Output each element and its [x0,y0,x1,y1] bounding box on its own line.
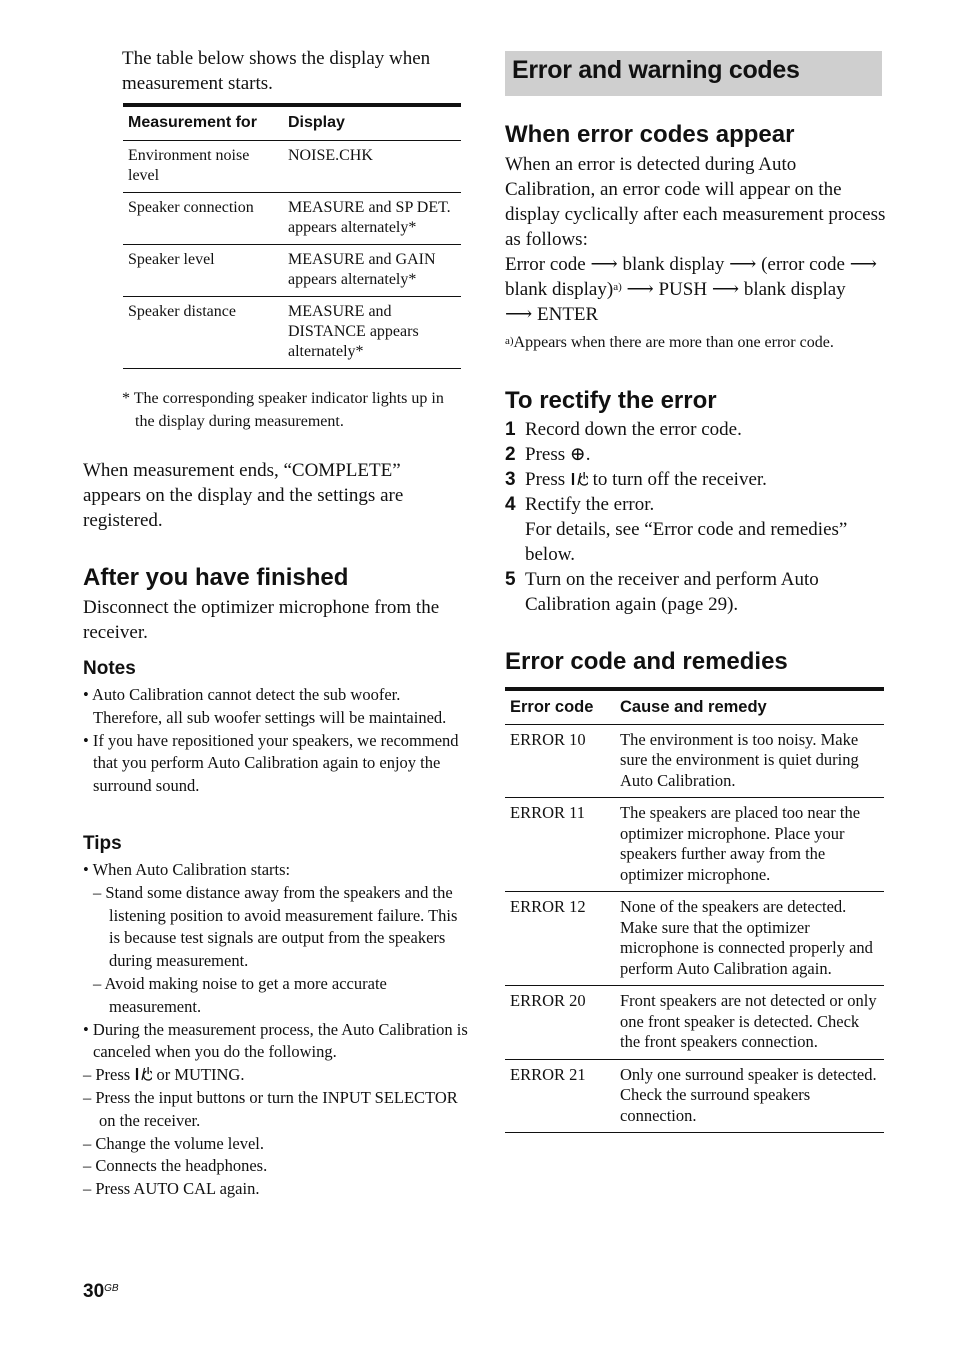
arrow-icon: ⟶ [849,254,877,275]
table-cell: NOISE.CHK [283,141,461,193]
tip-subitem: – Press AUTO CAL again. [83,1179,260,1199]
step-text: . [585,444,591,465]
power-icon [570,470,588,488]
table-cell: Speaker connection [123,193,283,245]
page-number [83,1281,119,1303]
tip-text: – Press [83,1065,135,1085]
step-text: Rectify the error. [525,494,655,515]
table-cell: MEASURE and SP DET. appears alternately* [283,193,461,245]
seq-text: blank display [739,279,846,300]
complete-paragraph: When measurement ends, “COMPLETE” appears on the display and the settings are registered. [83,460,404,531]
rectify-heading: To rectify the error [505,387,717,414]
step-number: 1 [505,419,516,440]
error-code-cell: ERROR 20 [505,986,615,1060]
table-row [123,141,461,193]
measurement-table [123,103,461,369]
error-code-cell: ERROR 10 [505,724,615,798]
when-error-text: When an error is detected during Auto Calibration, an error code will appear on the display cyclically after each measurement process as follows: [505,154,886,250]
step-number: 5 [505,569,516,590]
footnote-text: * The corresponding speaker indicator lights up in the display during measurement. [122,390,444,430]
table-row [123,297,461,369]
seq-text: blank display [617,254,730,275]
tip-subitem: – Change the volume level. [83,1133,264,1153]
note-item: • Auto Calibration cannot detect the sub woofer. Therefore, all sub woofer settings will be maintained. [83,685,447,727]
section-banner [505,51,882,96]
tips-heading: Tips [83,833,122,854]
seq-text: PUSH [653,279,712,300]
when-error-heading: When error codes appear [505,121,795,148]
table-header: Measurement for [123,105,283,141]
tips-list [83,859,468,1201]
tip-text: or MUTING. [152,1065,245,1085]
remedy-cell: None of the speakers are detected. Make sure that the optimizer microphone is connected properly and perform Auto Calibration again. [615,892,884,986]
note-item: • If you have repositioned your speakers, we recommend that you perform Auto Calibration again to enjoy the surround sound. [83,730,459,796]
tip-item: • During the measurement process, the Auto Calibration is canceled when you do the following. [83,1019,468,1062]
step-text: Press [525,469,570,490]
tip-item: • When Auto Calibration starts: [83,860,291,879]
power-icon [134,1065,152,1083]
seq-text: blank display) [505,279,614,300]
footnote-mark: a) [613,281,622,293]
arrow-icon: ⟶ [729,254,757,275]
table-header: Cause and remedy [615,689,884,724]
enter-plus-icon: ⊕ [569,444,586,465]
seq-text: Error code [505,254,591,275]
table-row [505,986,884,1060]
table-row [505,1059,884,1133]
banner-title: Error and warning codes [512,56,800,84]
step-text: Record down the error code. [525,419,742,440]
table-header: Display [283,105,461,141]
step-text: Press [525,444,570,465]
table-row [123,245,461,297]
remedy-cell: The environment is too noisy. Make sure the environment is quiet during Auto Calibration. [615,724,884,798]
table-row [123,193,461,245]
table-row [505,724,884,798]
footnote-mark: a) [505,335,514,347]
table-cell: Speaker distance [123,297,283,369]
notes-heading: Notes [83,658,136,679]
tip-subitem: – Press the input buttons or turn the INPUT SELECTOR on the receiver. [83,1087,458,1130]
step-text: to turn off the receiver. [587,469,767,490]
page-number-value: 30 [83,1281,105,1302]
step-text: Turn on the receiver and perform Auto Calibration again (page 29). [525,569,819,615]
region-code: GB [104,1283,119,1294]
step-item [505,567,890,617]
table-cell: MEASURE and GAIN appears alternately* [283,245,461,297]
step-item [505,417,890,442]
seq-text: (error code [756,254,850,275]
error-sequence [505,252,890,327]
intro-text: The table below shows the display when measurement starts. [122,48,431,94]
tip-subitem: – Avoid making noise to get a more accurate measurement. [93,973,387,1016]
seq-text: ENTER [532,304,599,325]
table-footnote [122,387,462,433]
notes-list [83,684,468,798]
table-header: Error code [505,689,615,724]
table-cell: MEASURE and DISTANCE appears alternately* [283,297,461,369]
step-item [505,492,890,567]
remedy-cell: Only one surround speaker is detected. Check the surround speakers connection. [615,1059,884,1133]
error-table [505,687,884,1133]
remedies-heading: Error code and remedies [505,648,788,675]
step-number: 3 [505,469,516,490]
step-item [505,467,890,492]
error-code-cell: ERROR 12 [505,892,615,986]
table-cell: Environment noise level [123,141,283,193]
footnote-text: Appears when there are more than one error code. [513,334,834,351]
table-row [505,798,884,892]
tip-subitem: – Stand some distance away from the speakers and the listening position to avoid measurement failure. This is because test signals are output from the speakers during measurement. [93,882,458,971]
arrow-icon: ⟶ [590,254,618,275]
steps-list [505,417,890,617]
step-number: 2 [505,444,516,465]
arrow-icon: ⟶ [711,279,740,300]
tip-subitem: – Connects the headphones. [83,1156,268,1176]
step-item [505,442,890,467]
arrow-icon: ⟶ [626,279,654,300]
arrow-icon: ⟶ [505,304,533,325]
tip-subitem [83,1064,468,1087]
after-finished-text: Disconnect the optimizer microphone from the receiver. [83,597,440,643]
sequence-footnote [505,332,890,354]
table-row [505,892,884,986]
remedy-cell: The speakers are placed too near the optimizer microphone. Place your speakers further away from the optimizer microphone. [615,798,884,892]
after-finished-heading: After you have finished [83,564,349,591]
error-code-cell: ERROR 11 [505,798,615,892]
error-code-cell: ERROR 21 [505,1059,615,1133]
step-subtext: For details, see “Error code and remedies” below. [525,519,848,565]
step-number: 4 [505,494,516,515]
remedy-cell: Front speakers are not detected or only one front speaker is detected. Check the front speakers connection. [615,986,884,1060]
table-cell: Speaker level [123,245,283,297]
